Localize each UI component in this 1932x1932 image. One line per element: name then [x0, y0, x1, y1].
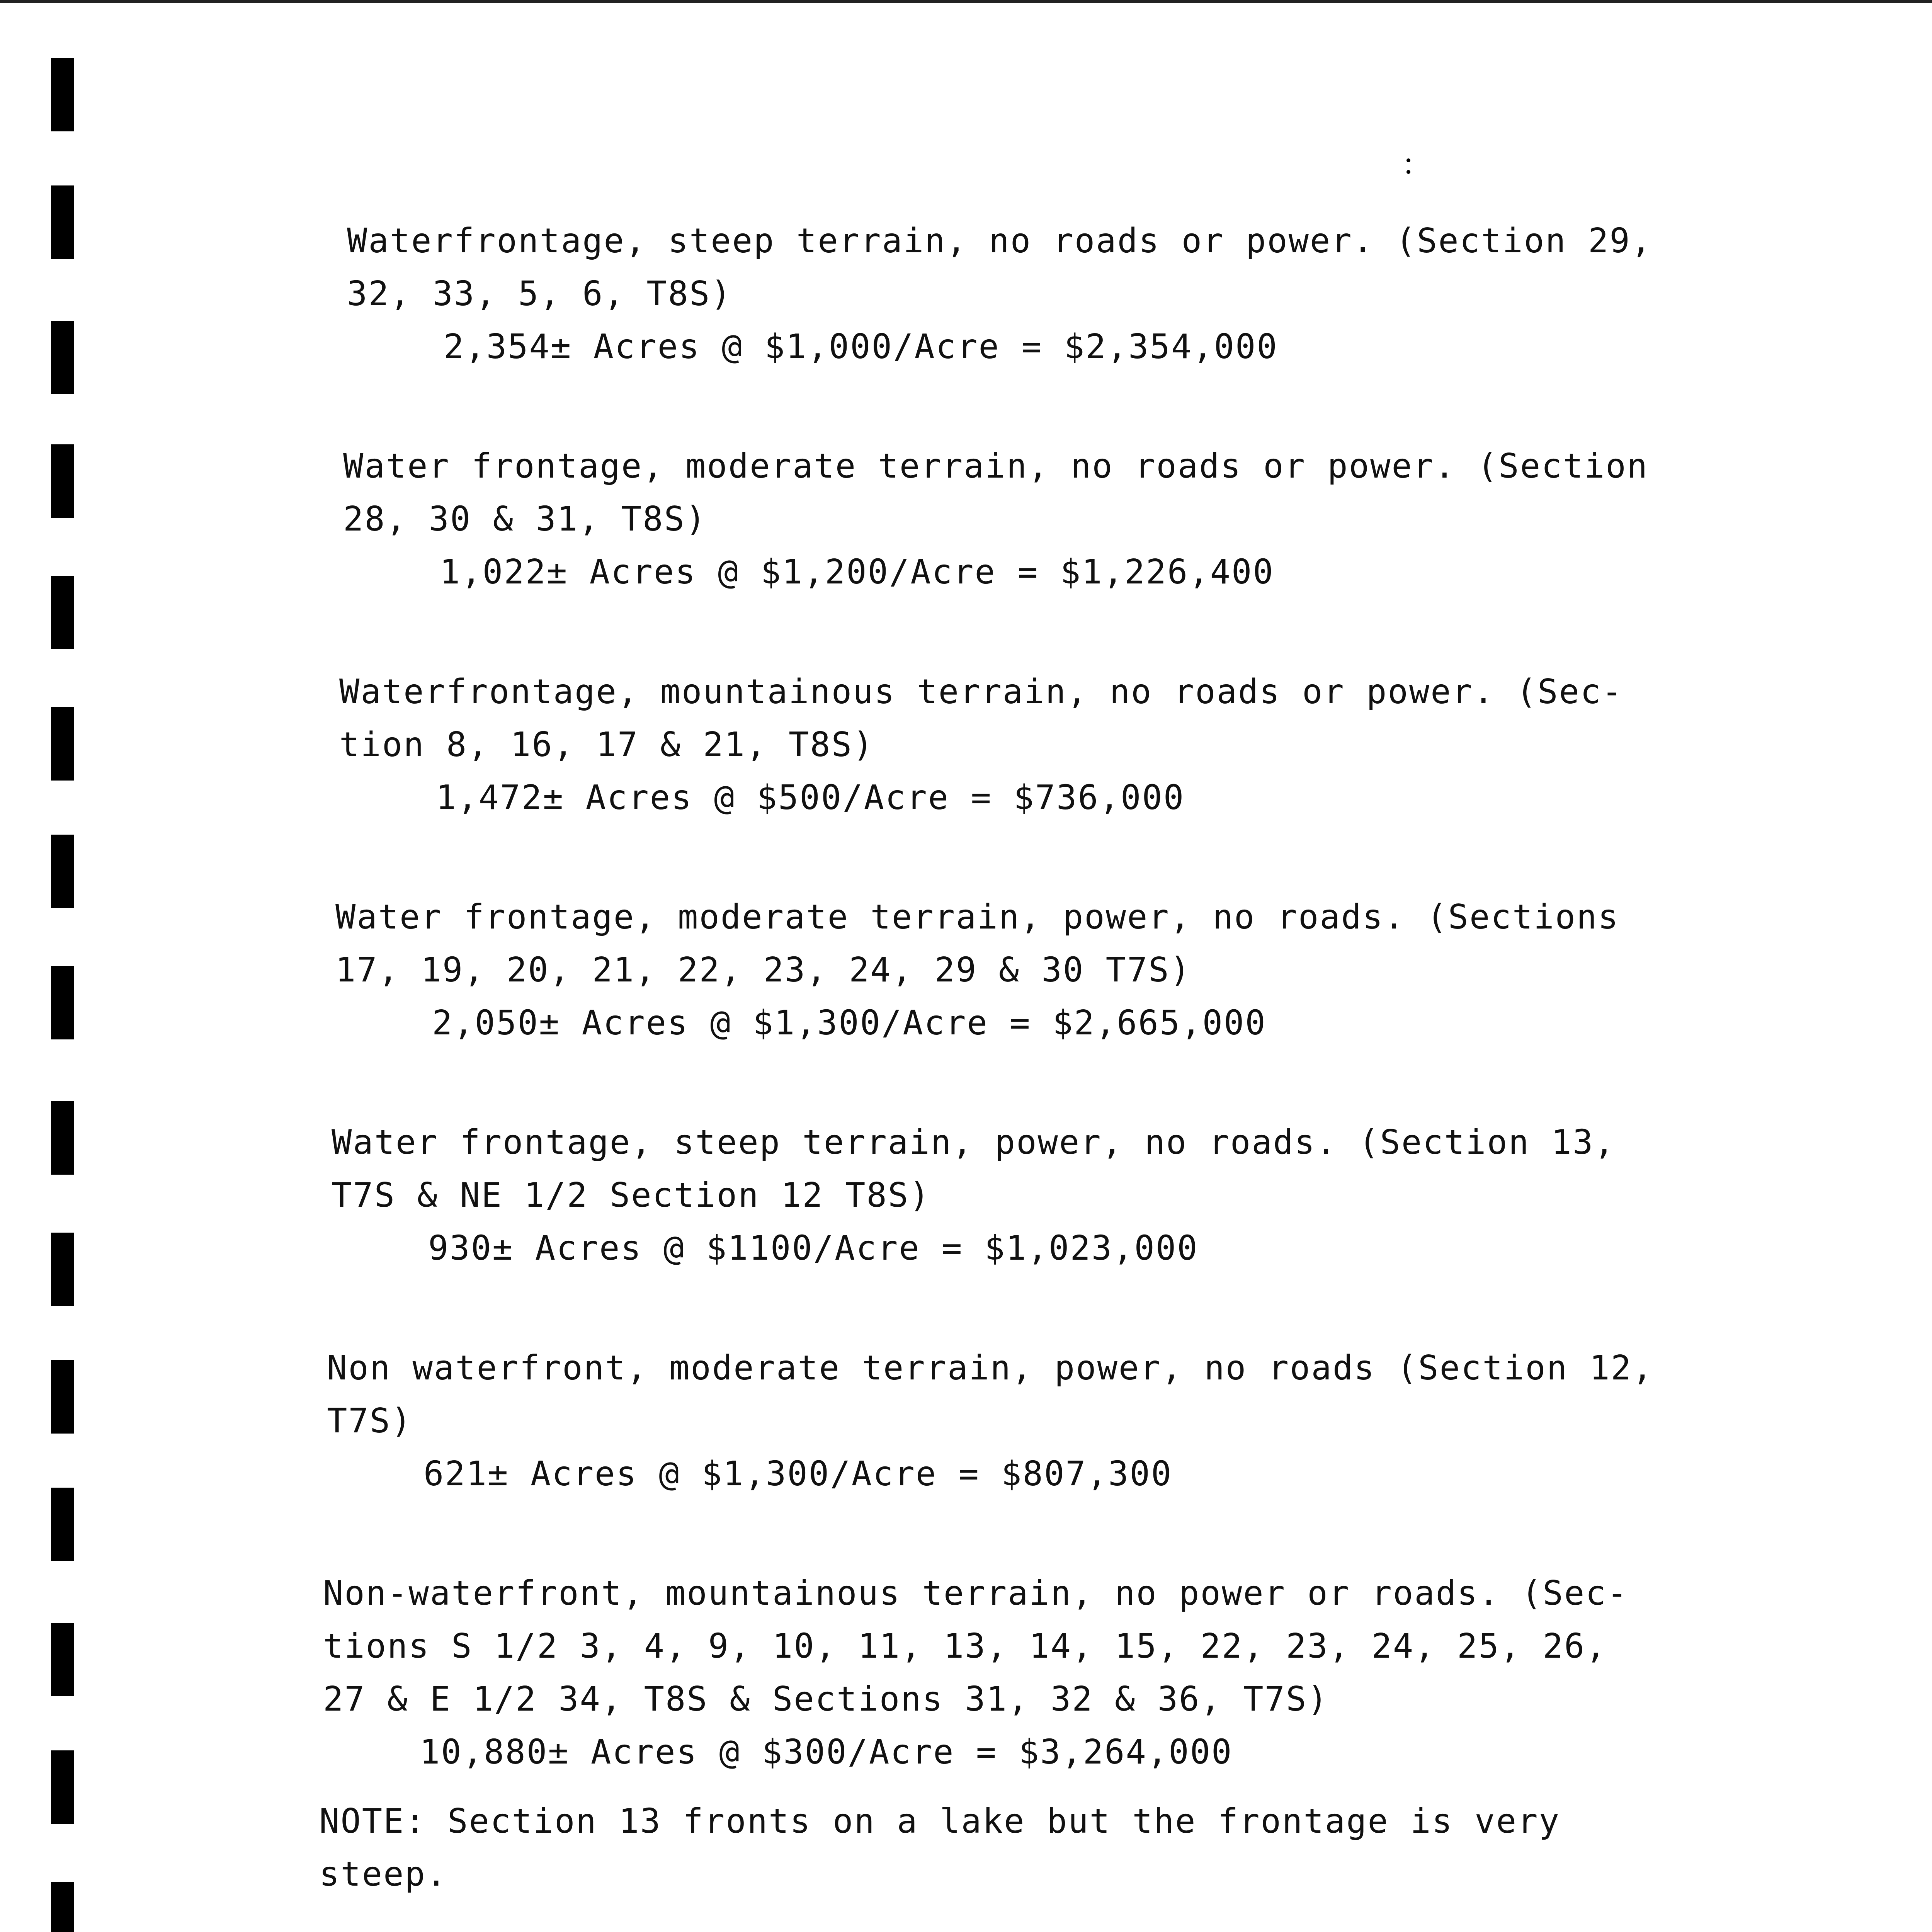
- land-entry: [339, 665, 1623, 824]
- land-entry: [332, 1116, 1616, 1275]
- note-line: steep.: [319, 1854, 448, 1894]
- land-entry: [327, 1342, 1653, 1500]
- binder-hole-mark: [51, 1360, 74, 1434]
- entry-calculation: 621± Acres @ $1,300/Acre = $807,300: [423, 1454, 1173, 1493]
- entry-description-line: tions S 1/2 3, 4, 9, 10, 11, 13, 14, 15, 22, 23, 24, 25, 26,: [323, 1626, 1607, 1666]
- binder-hole-mark: [51, 58, 74, 131]
- entry-description-line: Water frontage, moderate terrain, power, no roads. (Sections: [335, 897, 1619, 937]
- top-edge-rule: [0, 0, 1932, 3]
- entry-description-line: tion 8, 16, 17 & 21, T8S): [339, 725, 874, 764]
- entry-description-line: 28, 30 & 31, T8S): [343, 499, 707, 539]
- entry-calculation: 930± Acres @ $1100/Acre = $1,023,000: [428, 1228, 1199, 1268]
- binder-hole-mark: [51, 1750, 74, 1824]
- entry-description-line: Waterfrontage, mountainous terrain, no roads or power. (Sec-: [339, 672, 1623, 711]
- land-entry: [335, 891, 1619, 1049]
- binder-hole-mark: [51, 444, 74, 518]
- entry-calculation: 1,472± Acres @ $500/Acre = $736,000: [436, 778, 1185, 817]
- binder-hole-mark: [51, 185, 74, 259]
- binder-hole-mark: [51, 835, 74, 908]
- binder-hole-mark: [51, 576, 74, 649]
- entry-description-line: Water frontage, moderate terrain, no roads or power. (Section: [343, 446, 1649, 486]
- binder-hole-mark: [51, 1488, 74, 1561]
- binder-hole-mark: [51, 1882, 74, 1932]
- binder-hole-mark: [51, 1101, 74, 1175]
- entry-calculation: 2,050± Acres @ $1,300/Acre = $2,665,000: [432, 1003, 1267, 1043]
- entry-calculation: 1,022± Acres @ $1,200/Acre = $1,226,400: [440, 552, 1274, 592]
- entry-description-line: Non waterfront, moderate terrain, power, no roads (Section 12,: [327, 1348, 1654, 1388]
- entry-description-line: 27 & E 1/2 34, T8S & Sections 31, 32 & 36, T7S): [323, 1679, 1329, 1719]
- land-entry: [347, 214, 1652, 373]
- entry-description-line: T7S & NE 1/2 Section 12 T8S): [332, 1175, 931, 1215]
- stray-mark: [1406, 158, 1410, 162]
- binder-hole-mark: [51, 966, 74, 1039]
- entry-description-line: 17, 19, 20, 21, 22, 23, 24, 29 & 30 T7S): [335, 950, 1192, 990]
- binder-hole-mark: [51, 1233, 74, 1306]
- entry-calculation: 2,354± Acres @ $1,000/Acre = $2,354,000: [444, 327, 1278, 366]
- stray-mark: [1406, 170, 1410, 174]
- binder-hole-mark: [51, 1623, 74, 1696]
- entry-description-line: Non-waterfront, mountainous terrain, no power or roads. (Sec-: [323, 1573, 1629, 1613]
- entry-description-line: T7S): [327, 1401, 413, 1440]
- land-entry: [323, 1567, 1628, 1779]
- entry-description-line: Water frontage, steep terrain, power, no roads. (Section 13,: [332, 1122, 1616, 1162]
- entry-description-line: Waterfrontage, steep terrain, no roads or power. (Section 29,: [347, 221, 1653, 260]
- binder-hole-mark: [51, 321, 74, 394]
- binder-hole-mark: [51, 707, 74, 781]
- entry-calculation: 10,880± Acres @ $300/Acre = $3,264,000: [420, 1732, 1233, 1772]
- entry-description-line: 32, 33, 5, 6, T8S): [347, 274, 732, 313]
- note-block: [319, 1795, 1560, 1901]
- note-line: NOTE: Section 13 fronts on a lake but the frontage is very: [319, 1801, 1560, 1841]
- land-entry: [343, 440, 1648, 599]
